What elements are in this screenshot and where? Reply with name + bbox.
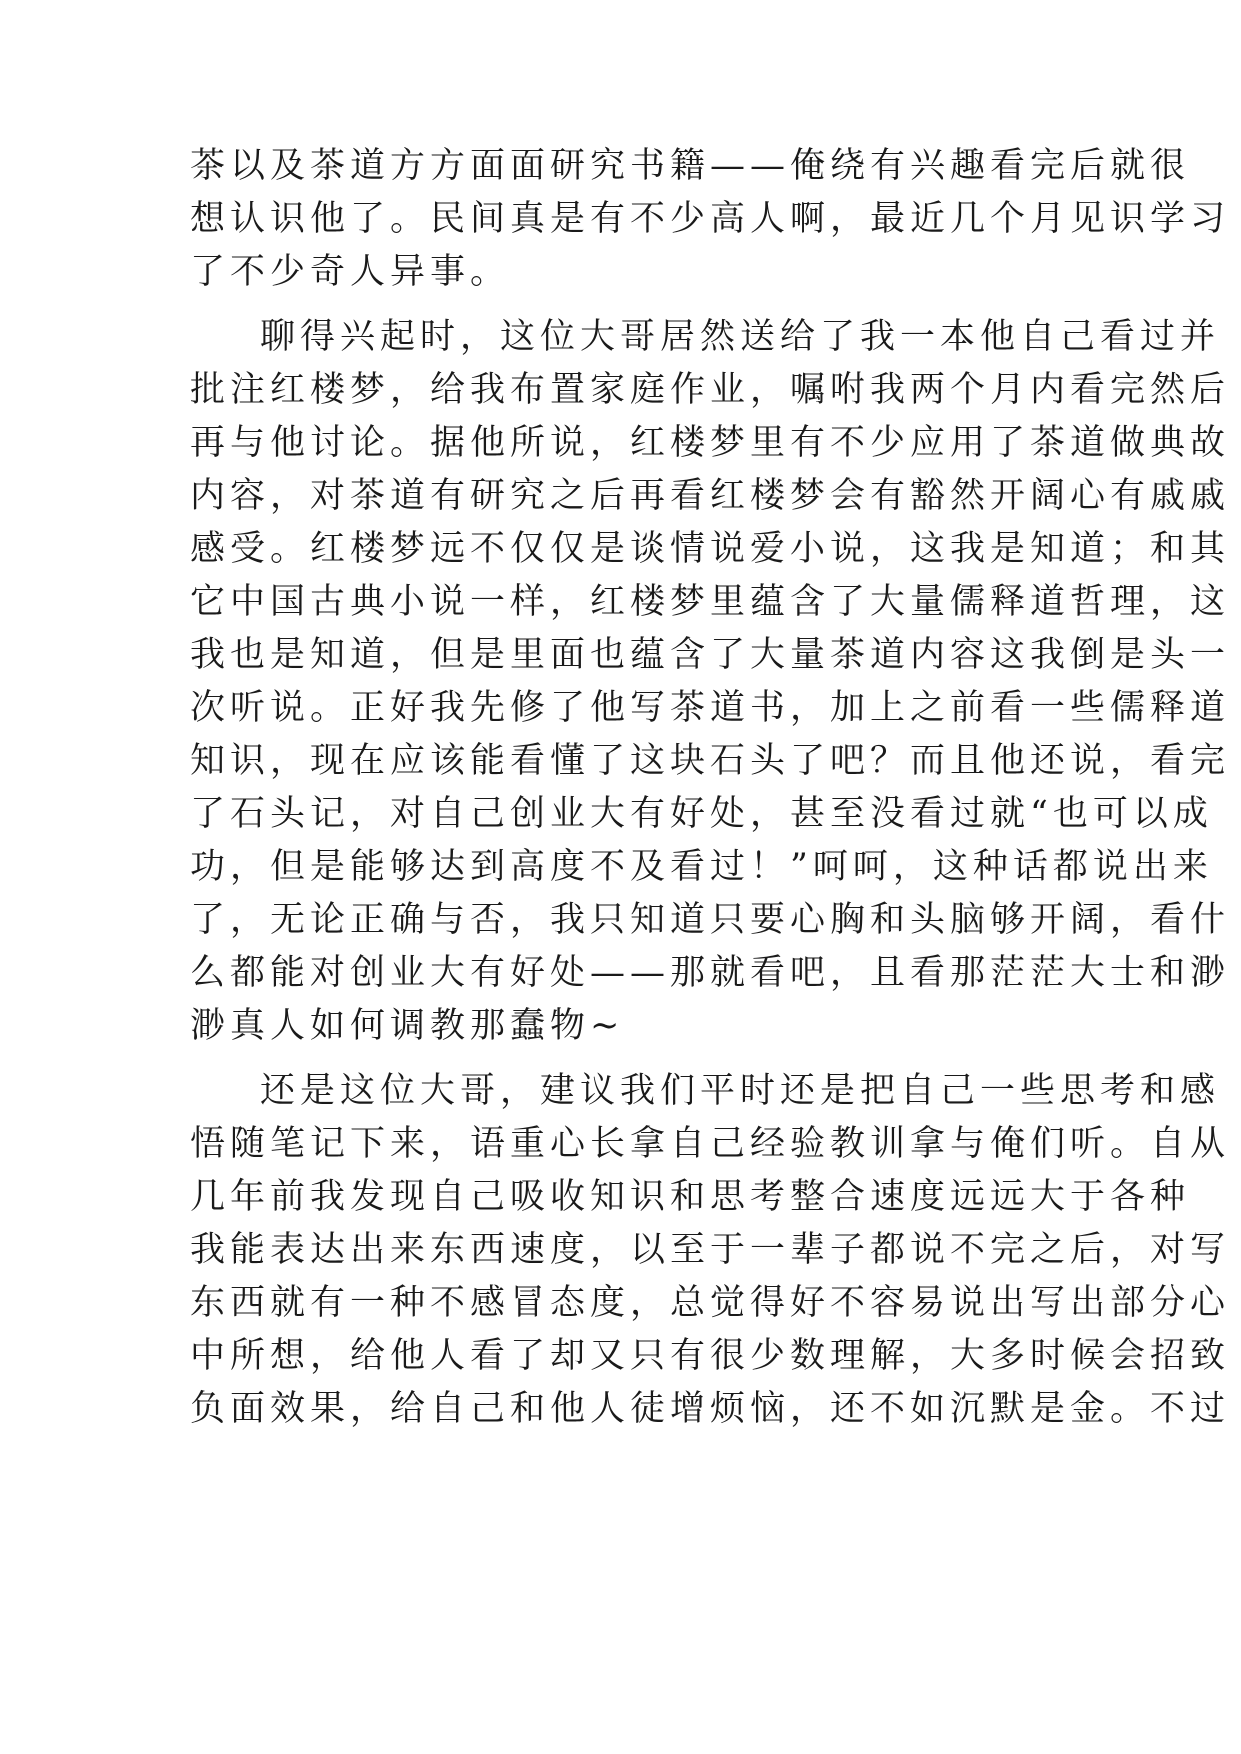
text-line: 想认识他了。民间真是有不少高人啊，最近几个月见识学习: [190, 199, 1231, 239]
text-line: 了不少奇人异事。: [190, 252, 511, 292]
text-line: 我能表达出来东西速度，以至于一辈子都说不完之后，对写: [190, 1230, 1231, 1270]
text-line: 负面效果，给自己和他人徒增烦恼，还不如沉默是金。不过: [190, 1389, 1231, 1429]
text-line: 再与他讨论。据他所说，红楼梦里有不少应用了茶道做典故: [190, 423, 1231, 463]
text-line: 感受。红楼梦远不仅仅是谈情说爱小说，这我是知道；和其: [190, 529, 1231, 569]
text-line: 渺真人如何调教那蠢物~: [190, 1006, 625, 1046]
paragraph-gap: [190, 1053, 1052, 1065]
text-line: 了，无论正确与否，我只知道只要心胸和头脑够开阔，看什: [190, 900, 1231, 940]
text-line: 我也是知道，但是里面也蕴含了大量茶道内容这我倒是头一: [190, 635, 1231, 675]
text-line: 批注红楼梦，给我布置家庭作业，嘱咐我两个月内看完然后: [190, 370, 1231, 410]
text-line: 功，但是能够达到高度不及看过！”呵呵，这种话都说出来: [190, 847, 1213, 887]
text-line: 次听说。正好我先修了他写茶道书，加上之前看一些儒释道: [190, 688, 1231, 728]
text-line: 了石头记，对自己创业大有好处，甚至没看过就“也可以成: [190, 794, 1213, 834]
text-line: 内容，对茶道有研究之后再看红楼梦会有豁然开阔心有戚戚: [190, 476, 1231, 516]
text-line: 还是这位大哥，建议我们平时还是把自己一些思考和感: [260, 1071, 1221, 1111]
text-line: 东西就有一种不感冒态度，总觉得好不容易说出写出部分心: [190, 1283, 1231, 1323]
body-text: [190, 140, 1231, 1436]
text-line: 悟随笔记下来，语重心长拿自己经验教训拿与俺们听。自从: [190, 1124, 1231, 1164]
text-line: 它中国古典小说一样，红楼梦里蕴含了大量儒释道哲理，这: [190, 582, 1231, 622]
text-line: 几年前我发现自己吸收知识和思考整合速度远远大于各种: [190, 1177, 1191, 1217]
text-line: 茶以及茶道方方面面研究书籍——俺绕有兴趣看完后就很: [190, 146, 1191, 186]
text-line: 聊得兴起时，这位大哥居然送给了我一本他自己看过并: [260, 317, 1221, 357]
text-line: 中所想，给他人看了却又只有很少数理解，大多时候会招致: [190, 1336, 1231, 1376]
text-line: 么都能对创业大有好处——那就看吧，且看那茫茫大士和渺: [190, 953, 1231, 993]
paragraph-gap: [190, 299, 1052, 311]
text-line: 知识，现在应该能看懂了这块石头了吧？而且他还说，看完: [190, 741, 1231, 781]
